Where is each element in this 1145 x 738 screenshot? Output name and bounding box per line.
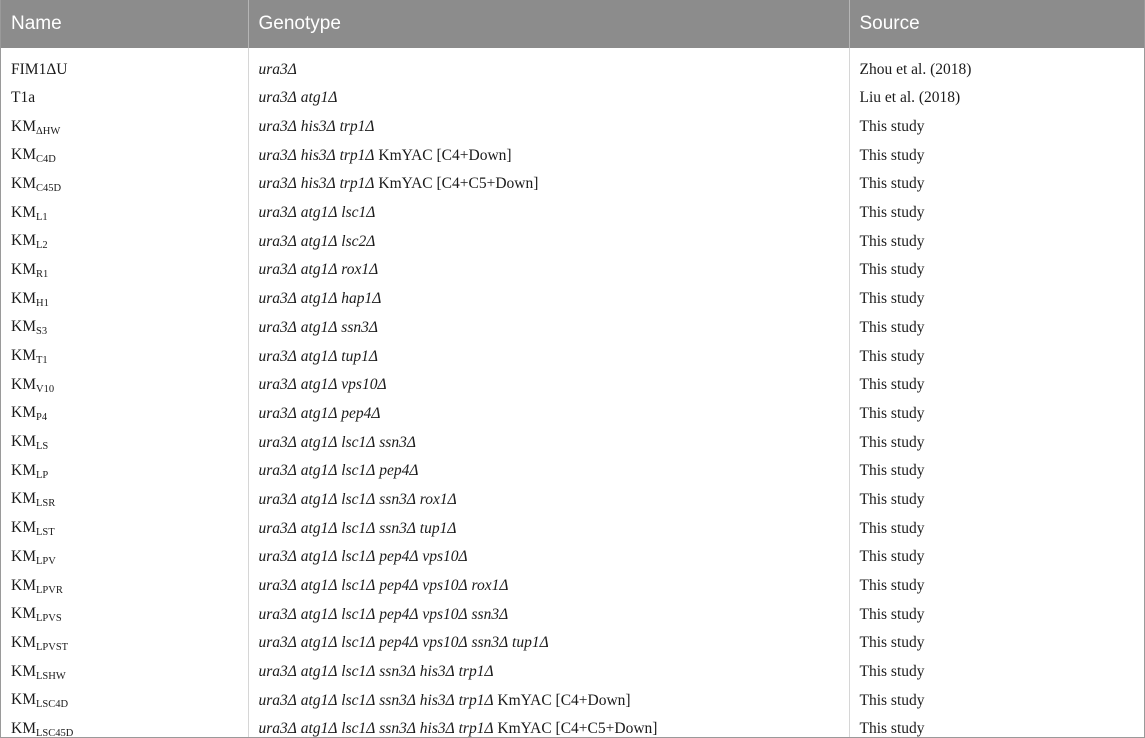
genotype-cell	[248, 715, 849, 738]
source-cell: This study	[859, 175, 925, 193]
strain-name: KM	[11, 547, 36, 565]
strain-name-subscript: LP	[35, 469, 49, 481]
gene-deletion: ssn3Δ	[379, 433, 416, 451]
strain-name: KM	[11, 289, 36, 307]
strain-name-cell	[1, 428, 248, 457]
source-cell: Zhou et al. (2018)	[859, 61, 972, 78]
gene-deletion: ssn3Δ	[379, 663, 416, 681]
gene-deletion: rox1Δ	[471, 577, 509, 595]
strain-name-subscript: LSC45D	[35, 727, 74, 738]
strain-name-cell	[1, 113, 248, 142]
gene-deletion: atg1Δ	[300, 663, 338, 681]
gene-deletion: ura3Δ	[258, 175, 297, 193]
gene-deletion: pep4Δ	[379, 605, 419, 623]
strain-name: KM	[11, 461, 36, 479]
header-genotype: Genotype	[248, 0, 849, 48]
yac-construct: KmYAC [C4+Down]	[497, 691, 631, 709]
gene-deletion: rox1Δ	[341, 261, 379, 279]
gene-deletion: lsc1Δ	[341, 490, 376, 508]
gene-deletion: atg1Δ	[300, 290, 338, 308]
gene-deletion: lsc1Δ	[341, 519, 376, 537]
gene-deletion: lsc1Δ	[341, 204, 376, 222]
gene-deletion: ura3Δ	[258, 118, 297, 136]
source-cell: This study	[859, 318, 925, 336]
source-cell: Liu et al. (2018)	[859, 89, 961, 107]
table-row	[1, 658, 1144, 687]
strain-name: KM	[11, 576, 36, 594]
strain-name: KM	[11, 519, 36, 537]
genotype-cell	[248, 371, 849, 400]
gene-deletion: atg1Δ	[300, 519, 338, 537]
gene-deletion: atg1Δ	[300, 577, 338, 595]
table-row	[1, 227, 1144, 256]
genotype-cell	[248, 572, 849, 601]
genotype-cell	[248, 486, 849, 515]
gene-deletion: ssn3Δ	[341, 318, 378, 336]
strain-table	[1, 0, 1144, 738]
gene-deletion: vps10Δ	[422, 605, 468, 623]
strain-name-cell	[1, 686, 248, 715]
table-row	[1, 486, 1144, 515]
gene-deletion: pep4Δ	[379, 548, 419, 566]
genotype-cell	[248, 686, 849, 715]
gene-deletion: pep4Δ	[341, 404, 381, 422]
gene-deletion: lsc1Δ	[341, 720, 376, 738]
genotype-cell	[248, 543, 849, 572]
gene-deletion: ssn3Δ	[379, 691, 416, 709]
strain-name-cell	[1, 543, 248, 572]
strain-name-cell	[1, 371, 248, 400]
strain-name-cell	[1, 600, 248, 629]
gene-deletion: trp1Δ	[339, 175, 375, 193]
strain-name: KM	[11, 662, 36, 680]
table-row	[1, 600, 1144, 629]
source-cell: This study	[859, 118, 925, 136]
table-row	[1, 514, 1144, 543]
gene-deletion: vps10Δ	[422, 548, 468, 566]
gene-deletion: ssn3Δ	[471, 634, 509, 652]
strain-name: KM	[11, 146, 36, 164]
genotype-cell	[248, 400, 849, 429]
gene-deletion: lsc1Δ	[341, 548, 376, 566]
gene-deletion: pep4Δ	[379, 577, 419, 595]
genotype-cell	[248, 170, 849, 199]
gene-deletion: lsc1Δ	[341, 663, 376, 681]
strain-name-subscript: LPVR	[35, 584, 63, 596]
strain-name: KM	[11, 404, 36, 422]
strain-name-subscript: LPVS	[35, 613, 62, 625]
table-row	[1, 400, 1144, 429]
genotype-cell	[248, 342, 849, 371]
genotype-cell	[248, 48, 849, 84]
gene-deletion: lsc1Δ	[341, 634, 376, 652]
strain-name: KM	[11, 633, 36, 651]
gene-deletion: lsc1Δ	[341, 462, 376, 480]
strain-name-subscript: ΔHW	[35, 125, 61, 137]
gene-deletion: trp1Δ	[339, 146, 375, 164]
gene-deletion: atg1Δ	[300, 376, 338, 394]
source-cell: This study	[859, 404, 925, 422]
table-header	[1, 0, 1144, 48]
strain-name-cell	[1, 342, 248, 371]
yac-construct: KmYAC [C4+C5+Down]	[497, 720, 658, 738]
source-cell: This study	[859, 577, 925, 595]
gene-deletion: atg1Δ	[300, 548, 338, 566]
genotype-cell	[248, 199, 849, 228]
genotype-cell	[248, 629, 849, 658]
gene-deletion: ura3Δ	[258, 490, 297, 508]
source-cell: This study	[859, 663, 925, 681]
gene-deletion: atg1Δ	[300, 204, 338, 222]
strain-name: KM	[11, 490, 36, 508]
gene-deletion: lsc1Δ	[341, 433, 376, 451]
gene-deletion: ura3Δ	[258, 519, 297, 537]
source-cell: This study	[859, 376, 925, 394]
strain-name-cell	[1, 457, 248, 486]
gene-deletion: trp1Δ	[458, 691, 494, 709]
header-source: Source	[849, 0, 1144, 48]
gene-deletion: atg1Δ	[300, 347, 338, 365]
strain-name-subscript: C45D	[35, 182, 62, 194]
gene-deletion: ura3Δ	[258, 376, 297, 394]
gene-deletion: pep4Δ	[379, 462, 419, 480]
gene-deletion: atg1Δ	[300, 261, 338, 279]
strain-name-cell	[1, 715, 248, 738]
strain-name: KM	[11, 318, 36, 336]
gene-deletion: tup1Δ	[341, 347, 378, 365]
gene-deletion: atg1Δ	[300, 433, 338, 451]
strain-name: KM	[11, 174, 36, 192]
gene-deletion: ssn3Δ	[379, 720, 416, 738]
genotype-cell	[248, 514, 849, 543]
table-row	[1, 199, 1144, 228]
strain-name: KM	[11, 203, 36, 221]
strain-name-cell	[1, 256, 248, 285]
source-cell: This study	[859, 548, 925, 566]
strain-name-cell	[1, 199, 248, 228]
gene-deletion: atg1Δ	[300, 318, 338, 336]
gene-deletion: his3Δ	[300, 146, 336, 164]
strain-name: KM	[11, 605, 36, 623]
table-row	[1, 428, 1144, 457]
gene-deletion: atg1Δ	[300, 490, 338, 508]
gene-deletion: ura3Δ	[258, 347, 297, 365]
strain-name-cell	[1, 141, 248, 170]
strain-name: KM	[11, 232, 36, 250]
genotype-cell	[248, 256, 849, 285]
gene-deletion: trp1Δ	[458, 720, 494, 738]
strain-name-subscript: T1	[35, 355, 48, 367]
gene-deletion: ura3Δ	[258, 232, 297, 250]
table-row	[1, 457, 1144, 486]
gene-deletion: ura3Δ	[258, 61, 297, 78]
gene-deletion: lsc1Δ	[341, 577, 376, 595]
gene-deletion: ura3Δ	[258, 433, 297, 451]
gene-deletion: ssn3Δ	[379, 519, 416, 537]
gene-deletion: vps10Δ	[422, 634, 468, 652]
gene-deletion: trp1Δ	[339, 118, 375, 136]
strain-name: KM	[11, 260, 36, 278]
strain-name-cell	[1, 84, 248, 113]
gene-deletion: atg1Δ	[300, 691, 338, 709]
source-cell: This study	[859, 691, 925, 709]
strain-name: KM	[11, 347, 36, 365]
strain-name: KM	[11, 719, 36, 737]
header-name: Name	[1, 0, 248, 48]
strain-name-cell	[1, 486, 248, 515]
strain-name: KM	[11, 691, 36, 709]
gene-deletion: atg1Δ	[300, 720, 338, 738]
gene-deletion: tup1Δ	[419, 519, 457, 537]
gene-deletion: ura3Δ	[258, 89, 297, 107]
strain-name: KM	[11, 433, 36, 451]
gene-deletion: pep4Δ	[379, 634, 419, 652]
table-row	[1, 113, 1144, 142]
table-row	[1, 342, 1144, 371]
strain-name: KM	[11, 375, 36, 393]
strain-name-subscript: LST	[35, 527, 55, 539]
gene-deletion: rox1Δ	[419, 490, 457, 508]
gene-deletion: ssn3Δ	[471, 605, 509, 623]
strain-name-subscript: C4D	[35, 154, 56, 166]
table-row	[1, 629, 1144, 658]
strain-name-subscript: L2	[35, 240, 48, 252]
genotype-cell	[248, 84, 849, 113]
gene-deletion: ura3Δ	[258, 605, 297, 623]
strain-name-subscript: LSR	[35, 498, 56, 510]
strain-name-cell	[1, 227, 248, 256]
strain-name-cell	[1, 314, 248, 343]
table-row	[1, 371, 1144, 400]
genotype-cell	[248, 457, 849, 486]
strain-name-subscript: LS	[35, 441, 49, 453]
table-row	[1, 84, 1144, 113]
gene-deletion: trp1Δ	[458, 663, 494, 681]
gene-deletion: ura3Δ	[258, 318, 297, 336]
source-cell: This study	[859, 490, 925, 508]
table-row	[1, 686, 1144, 715]
genotype-cell	[248, 113, 849, 142]
source-cell: This study	[859, 261, 925, 279]
source-cell: This study	[859, 204, 925, 222]
strain-name-cell	[1, 48, 248, 84]
strain-name-cell	[1, 629, 248, 658]
strain-name-subscript: V10	[35, 383, 55, 395]
source-cell: This study	[859, 720, 925, 738]
header-row	[1, 0, 1144, 48]
table-row	[1, 256, 1144, 285]
gene-deletion: his3Δ	[300, 118, 336, 136]
table-row	[1, 48, 1144, 84]
gene-deletion: ura3Δ	[258, 290, 297, 308]
gene-deletion: hap1Δ	[341, 290, 382, 308]
yac-construct: KmYAC [C4+Down]	[378, 146, 512, 164]
strain-name-subscript: LSHW	[35, 670, 66, 682]
table-row	[1, 285, 1144, 314]
strain-name-subscript: H1	[35, 297, 49, 309]
strain-name: T1a	[11, 89, 36, 107]
strain-name-cell	[1, 285, 248, 314]
gene-deletion: atg1Δ	[300, 404, 338, 422]
gene-deletion: ssn3Δ	[379, 490, 416, 508]
gene-deletion: ura3Δ	[258, 663, 297, 681]
strain-name-cell	[1, 572, 248, 601]
strain-name-subscript: LPV	[35, 555, 56, 567]
genotype-cell	[248, 285, 849, 314]
strain-name-subscript: LPVST	[35, 641, 69, 653]
table-row	[1, 543, 1144, 572]
genotype-cell	[248, 314, 849, 343]
source-cell: This study	[859, 146, 925, 164]
gene-deletion: ura3Δ	[258, 720, 297, 738]
gene-deletion: ura3Δ	[258, 462, 297, 480]
strain-name-cell	[1, 658, 248, 687]
gene-deletion: ura3Δ	[258, 548, 297, 566]
gene-deletion: ura3Δ	[258, 691, 297, 709]
gene-deletion: ura3Δ	[258, 146, 297, 164]
strain-name-subscript: LSC4D	[35, 699, 69, 711]
strain-name-cell	[1, 170, 248, 199]
table-row	[1, 170, 1144, 199]
gene-deletion: vps10Δ	[422, 577, 468, 595]
source-cell: This study	[859, 462, 925, 480]
table-row	[1, 715, 1144, 738]
strain-name-cell	[1, 514, 248, 543]
gene-deletion: his3Δ	[419, 663, 455, 681]
source-cell: This study	[859, 290, 925, 308]
gene-deletion: vps10Δ	[341, 376, 387, 394]
source-cell: This study	[859, 433, 925, 451]
gene-deletion: ura3Δ	[258, 204, 297, 222]
source-cell: This study	[859, 605, 925, 623]
gene-deletion: atg1Δ	[300, 232, 338, 250]
strain-name-subscript: P4	[35, 412, 48, 424]
genotype-cell	[248, 600, 849, 629]
genotype-cell	[248, 428, 849, 457]
gene-deletion: lsc2Δ	[341, 232, 376, 250]
gene-deletion: ura3Δ	[258, 261, 297, 279]
gene-deletion: ura3Δ	[258, 634, 297, 652]
strain-name: KM	[11, 117, 36, 135]
source-cell: This study	[859, 519, 925, 537]
table-body	[1, 48, 1144, 738]
gene-deletion: his3Δ	[419, 720, 455, 738]
gene-deletion: tup1Δ	[512, 634, 549, 652]
gene-deletion: atg1Δ	[300, 634, 338, 652]
source-cell: This study	[859, 232, 925, 250]
strain-name-cell	[1, 400, 248, 429]
yac-construct: KmYAC [C4+C5+Down]	[378, 175, 539, 193]
genotype-cell	[248, 227, 849, 256]
source-cell: This study	[859, 347, 925, 365]
gene-deletion: atg1Δ	[300, 605, 338, 623]
genotype-cell	[248, 658, 849, 687]
strain-name-subscript: R1	[35, 268, 49, 280]
gene-deletion: atg1Δ	[300, 462, 338, 480]
source-cell: This study	[859, 634, 925, 652]
strain-name-subscript: S3	[35, 326, 48, 338]
strain-name-subscript: L1	[35, 211, 48, 223]
gene-deletion: his3Δ	[300, 175, 336, 193]
gene-deletion: ura3Δ	[258, 404, 297, 422]
genotype-cell	[248, 141, 849, 170]
table-row	[1, 572, 1144, 601]
table-row	[1, 314, 1144, 343]
table-row	[1, 141, 1144, 170]
gene-deletion: lsc1Δ	[341, 691, 376, 709]
gene-deletion: his3Δ	[419, 691, 455, 709]
strain-name: FIM1ΔU	[11, 61, 68, 78]
gene-deletion: atg1Δ	[300, 89, 338, 107]
gene-deletion: lsc1Δ	[341, 605, 376, 623]
gene-deletion: ura3Δ	[258, 577, 297, 595]
